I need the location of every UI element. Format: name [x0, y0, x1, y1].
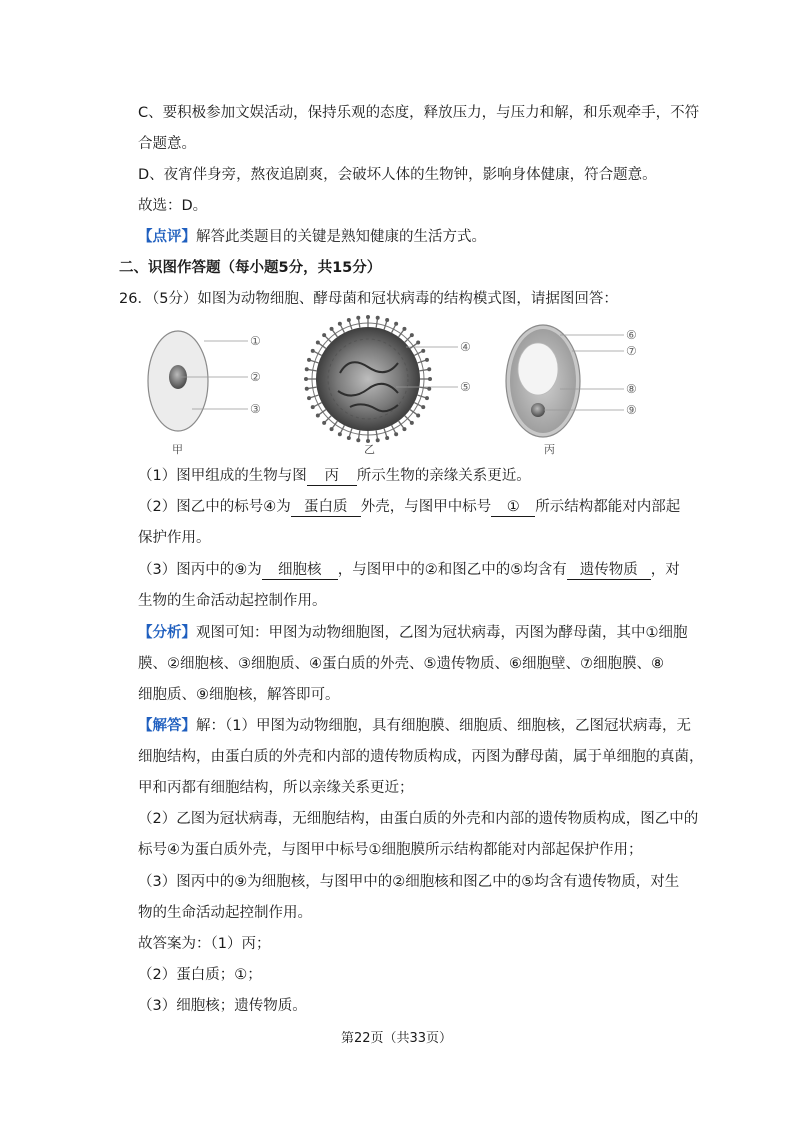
virus-spike-tip [402, 327, 406, 331]
coronavirus-diagram [304, 315, 471, 456]
option-d-line: D、夜宵伴身旁，熬夜追剧爽，会破坏人体的生物钟，影响身体健康，符合题意。 [138, 167, 657, 183]
sub-question-3 [138, 560, 680, 580]
virus-spike-tip [421, 405, 425, 409]
virus-spike-tip [316, 413, 320, 417]
comment-tag: 【点评】 [138, 229, 196, 245]
yeast-cell-diagram [506, 325, 637, 456]
solution-line3: 甲和丙都有细胞结构，所以亲缘关系更近； [138, 780, 414, 796]
virus-spike-tip [416, 341, 420, 345]
question-stem: 26．（5分）如图为动物细胞、酵母菌和冠状病毒的结构模式图，请据图回答： [119, 291, 618, 307]
solution-line2: 细胞结构，由蛋白质的外壳和内部的遗传物质构成，丙图为酵母菌，属于单细胞的真菌， [138, 749, 704, 765]
figure-name-jia: 甲 [172, 443, 183, 456]
sub3-post: ，对 [650, 562, 680, 578]
virus-spike-tip [338, 432, 342, 436]
solution-line7: 物的生命活动起控制作用。 [138, 905, 312, 921]
solution-line4: （2）乙图为冠状病毒，无细胞结构，由蛋白质的外壳和内部的遗传物质构成，图乙中的 [138, 811, 699, 827]
answer-2: （2）蛋白质；①； [138, 967, 262, 983]
virus-spike-tip [416, 413, 420, 417]
sub1-post: 所示生物的亲缘关系更近。 [356, 468, 531, 484]
answer-summary: 故答案为：（1）丙； [138, 936, 271, 952]
virus-spike-tip [421, 349, 425, 353]
label-7: ⑦ [626, 344, 637, 358]
virus-spike-tip [347, 318, 351, 322]
solution-line1 [138, 716, 691, 736]
virus-spike-tip [311, 405, 315, 409]
virus-spike-tip [366, 439, 370, 443]
figure-name-yi: 乙 [364, 443, 375, 456]
virus-spike-tip [425, 358, 429, 362]
label-2: ② [250, 370, 261, 384]
prev-comment [138, 227, 486, 247]
analysis-text1: 观图可知：甲图为动物细胞图，乙图为冠状病毒，丙图为酵母菌，其中①细胞 [196, 625, 688, 641]
sub1-pre: （1）图甲组成的生物与图 [138, 468, 307, 484]
virus-spike-tip [376, 438, 380, 442]
label-4: ④ [460, 340, 471, 354]
sub1-blank: 丙 [307, 467, 357, 486]
solution-text1: 解：（1）甲图为动物细胞，具有细胞膜、细胞质、细胞核，乙图冠状病毒，无 [196, 718, 691, 734]
virus-spike-tip [394, 432, 398, 436]
virus-spike-tip [427, 387, 431, 391]
virus-spike-tip [338, 322, 342, 326]
virus-spike-tip [307, 358, 311, 362]
virus-spike-tip [305, 367, 309, 371]
option-c-line2: 合题意。 [138, 136, 196, 152]
label-9: ⑨ [626, 403, 637, 417]
virus-spike-tip [356, 438, 360, 442]
virus-spike-tip [304, 377, 308, 381]
virus-spike-tip [307, 396, 311, 400]
virus-spike-tip [402, 427, 406, 431]
solution-line6: （3）图丙中的⑨为细胞核，与图甲中的②细胞核和图乙中的⑤均含有遗传物质，对生 [138, 874, 680, 890]
label-5: ⑤ [460, 380, 471, 394]
virus-spike-tip [385, 318, 389, 322]
virus-spike-tip [376, 316, 380, 320]
page-footer: 第22页（共33页） [340, 1031, 453, 1046]
section-title: 二、识图作答题（每小题5分，共15分） [119, 260, 382, 276]
label-6: ⑥ [626, 328, 637, 342]
virus-spike-tip [322, 421, 326, 425]
analysis-tag: 【分析】 [138, 625, 196, 641]
analysis-line2: 膜、②细胞核、③细胞质、④蛋白质的外壳、⑤遗传物质、⑥细胞壁、⑦细胞膜、⑧ [138, 656, 664, 672]
sub3-pre: （3）图丙中的⑨为 [138, 562, 262, 578]
solution-tag: 【解答】 [138, 718, 196, 734]
sub2-mid: 外壳，与图甲中标号 [360, 499, 492, 515]
virus-spike-tip [366, 315, 370, 319]
analysis-line1 [138, 623, 688, 643]
virus-spike-tip [322, 333, 326, 337]
virus-spike-tip [410, 333, 414, 337]
analysis-line3: 细胞质、⑨细胞核，解答即可。 [138, 687, 340, 703]
virus-spike-tip [385, 436, 389, 440]
sub-question-2 [138, 497, 680, 517]
virus-spike-tip [305, 387, 309, 391]
virus-spike-tip [428, 377, 432, 381]
comment-text: 解答此类题目的关键是熟知健康的生活方式。 [196, 229, 486, 245]
virus-spike-tip [330, 327, 334, 331]
sub3-blank1: 细胞核 [262, 561, 338, 580]
figure-name-bing: 丙 [544, 443, 555, 456]
answer-3: （3）细胞核；遗传物质。 [138, 998, 307, 1014]
solution-line5: 标号④为蛋白质外壳，与图甲中标号①细胞膜所示结构都能对内部起保护作用； [138, 842, 643, 858]
virus-spike-tip [356, 316, 360, 320]
prev-answer: 故选：D。 [138, 198, 208, 214]
sub-question-1 [138, 466, 531, 486]
virus-spike-tip [347, 436, 351, 440]
sub2-pre: （2）图乙中的标号④为 [138, 499, 291, 515]
sub3-blank2: 遗传物质 [567, 561, 651, 580]
sub3-mid: ，与图甲中的②和图乙中的⑤均含有 [337, 562, 567, 578]
virus-spike-tip [427, 367, 431, 371]
virus-spike-tip [394, 322, 398, 326]
virus-spike-tip [316, 341, 320, 345]
sub2-post: 所示结构都能对内部起 [535, 499, 681, 515]
virus-spike-tip [425, 396, 429, 400]
label-1: ① [250, 334, 261, 348]
sub-question-2-line2: 保护作用。 [138, 530, 211, 546]
animal-cell-diagram [148, 331, 261, 456]
virus-spike-tip [311, 349, 315, 353]
sub-question-3-line2: 生物的生命活动起控制作用。 [138, 593, 327, 609]
virus-spike-tip [410, 421, 414, 425]
sub2-blank2: ① [491, 498, 535, 517]
label-3: ③ [250, 402, 261, 416]
option-c-line1: C、要积极参加文娱活动，保持乐观的态度，释放压力，与压力和解，和乐观牵手，不符 [138, 105, 700, 121]
virus-spike-tip [330, 427, 334, 431]
label-8: ⑧ [626, 382, 637, 396]
sub2-blank1: 蛋白质 [291, 498, 361, 517]
cell-structure-figure [140, 313, 660, 458]
